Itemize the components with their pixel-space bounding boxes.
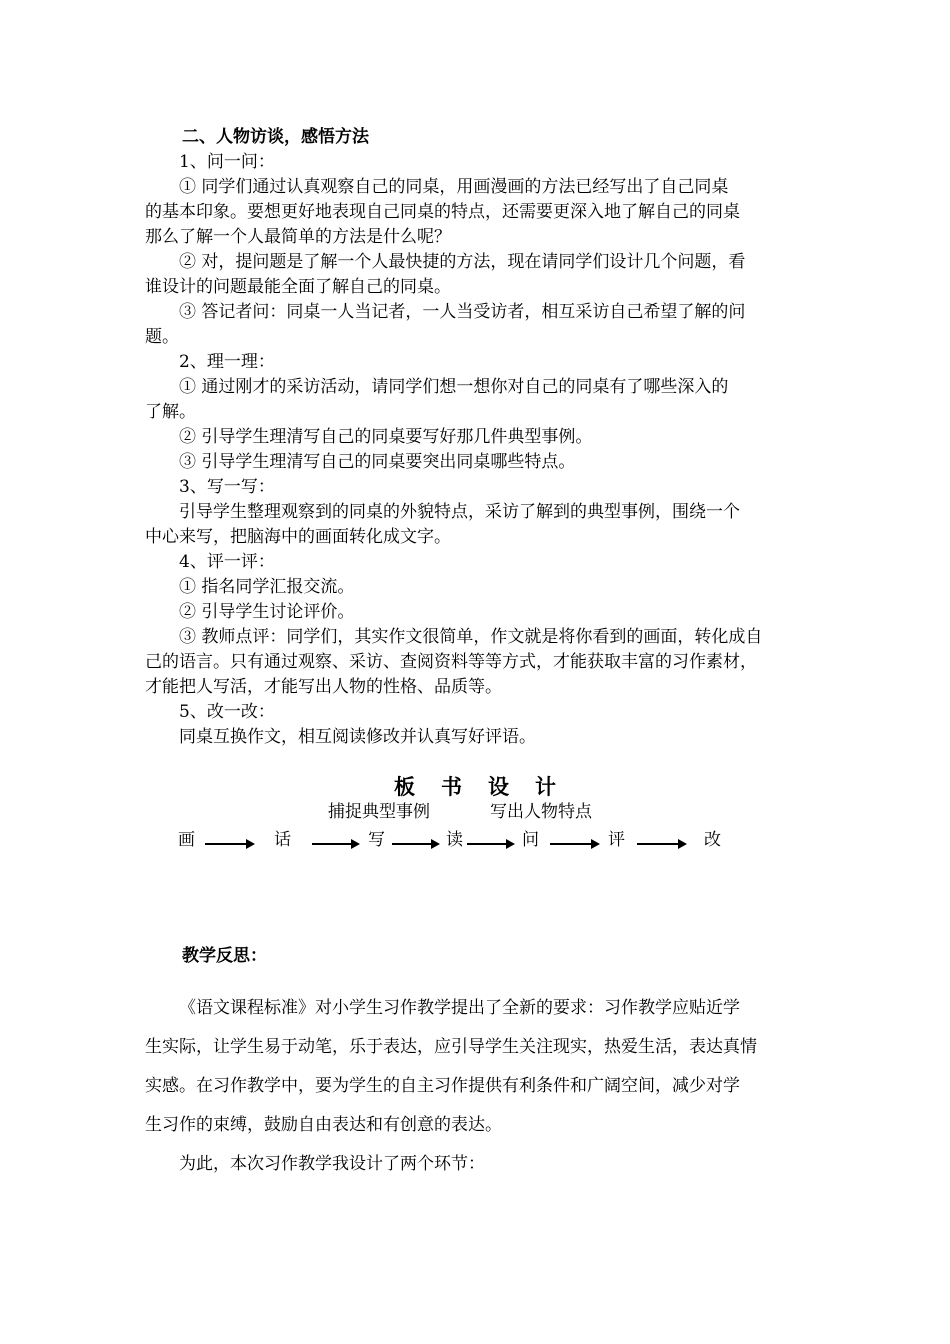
board-title-char: 板	[394, 774, 415, 799]
text-line: 3、写一写：	[179, 477, 275, 497]
flow-step: 改	[704, 830, 721, 850]
text-line: 实感。在习作教学中，要为学生的自主习作提供有利条件和广阔空间，减少对学	[145, 1076, 740, 1096]
reflection-heading	[145, 944, 810, 969]
flow-arrow-icon	[205, 839, 255, 847]
text-line: 引导学生整理观察到的同桌的外貌特点，采访了解到的典型事例，围绕一个	[179, 502, 740, 522]
text-line: ③ 教师点评：同学们，其实作文很简单，作文就是将你看到的画面，转化成自	[179, 627, 763, 647]
flow-step: 画	[178, 830, 195, 850]
flow-arrow-icon	[637, 839, 687, 847]
text-line: 生实际，让学生易于动笔，乐于表达，应引导学生关注现实，热爱生活，表达真情	[145, 1037, 757, 1057]
text-line: ③ 引导学生理清写自己的同桌要突出同桌哪些特点。	[179, 452, 576, 472]
flow-step: 评	[608, 830, 625, 850]
text-line: ① 同学们通过认真观察自己的同桌，用画漫画的方法已经写出了自己同桌	[179, 177, 729, 197]
section-body	[145, 150, 810, 750]
flow-arrow-icon	[550, 839, 600, 847]
flow-step: 话	[274, 830, 291, 850]
board-title-char: 书	[441, 774, 462, 799]
text-line: 的基本印象。要想更好地表现自己同桌的特点，还需要更深入地了解自己的同桌	[145, 202, 740, 222]
flow-arrow-icon	[467, 839, 515, 847]
text-line: 5、改一改：	[179, 702, 275, 722]
reflection-body	[145, 989, 810, 1184]
flow-arrow-icon	[392, 839, 440, 847]
text-line: 为此，本次习作教学我设计了两个环节：	[179, 1154, 485, 1174]
reflection-heading-text: 教学反思：	[182, 946, 267, 966]
board-design-title	[0, 771, 950, 801]
text-line: ② 对，提问题是了解一个人最快捷的方法，现在请同学们设计几个问题，看	[179, 252, 746, 272]
text-line: ① 指名同学汇报交流。	[179, 577, 355, 597]
board-title-char: 设	[488, 774, 509, 799]
board-title-char: 计	[535, 774, 556, 799]
text-line: 了解。	[145, 402, 196, 422]
flow-step: 写	[368, 830, 385, 850]
text-line: 己的语言。只有通过观察、采访、查阅资料等等方式，才能获取丰富的习作素材，	[145, 652, 757, 672]
text-line: 4、评一评：	[179, 552, 275, 572]
text-line: ② 引导学生讨论评价。	[179, 602, 355, 622]
board-subtitle-left: 捕捉典型事例	[328, 802, 430, 822]
flow-step: 读	[446, 830, 463, 850]
text-line: 谁设计的问题最能全面了解自己的同桌。	[145, 277, 451, 297]
flow-step: 问	[522, 830, 539, 850]
section-interview	[145, 125, 810, 750]
text-line: 生习作的束缚，鼓励自由表达和有创意的表达。	[145, 1115, 502, 1135]
text-line: 同桌互换作文，相互阅读修改并认真写好评语。	[179, 727, 536, 747]
text-line: ② 引导学生理清写自己的同桌要写好那几件典型事例。	[179, 427, 593, 447]
text-line: ③ 答记者问：同桌一人当记者，一人当受访者，相互采访自己希望了解的问	[179, 302, 746, 322]
text-line: 1、问一问：	[179, 152, 275, 172]
text-line: 那么了解一个人最简单的方法是什么呢？	[145, 227, 451, 247]
board-subtitle-right: 写出人物特点	[490, 802, 592, 822]
text-line: 中心来写，把脑海中的画面转化成文字。	[145, 527, 451, 547]
flow-arrow-icon	[312, 839, 360, 847]
section-heading: 二、人物访谈，感悟方法	[182, 127, 369, 147]
text-line: 2、理一理：	[179, 352, 275, 372]
text-line: ① 通过刚才的采访活动，请同学们想一想你对自己的同桌有了哪些深入的	[179, 377, 729, 397]
text-line: 题。	[145, 327, 179, 347]
text-line: 才能把人写活，才能写出人物的性格、品质等。	[145, 677, 502, 697]
text-line: 《语文课程标准》对小学生习作教学提出了全新的要求：习作教学应贴近学	[179, 998, 740, 1018]
